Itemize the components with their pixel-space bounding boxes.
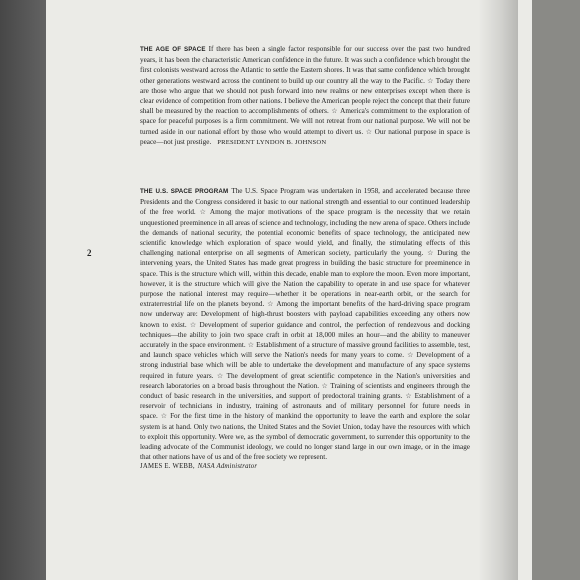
paragraph: Establishment of a structure of massive ground facilities to assemble, test, and launch space vehicles which will serve the Nation's needs for many years to come. xyxy=(140,341,471,360)
star-icon: ☆ xyxy=(425,249,436,258)
paragraph: The development of great scientific competence in the Nation's universities and research laboratories on a broad basis throughout the Nation. xyxy=(140,371,470,390)
signature-title: NASA Administrator xyxy=(197,463,258,471)
paragraph: Training of scientists and engineers through the conduct of basic research in the universities, and support of predoctoral training grants. xyxy=(140,381,470,401)
signature-name: JAMES E. WEBB, xyxy=(140,463,195,471)
section-heading: THE AGE OF SPACE xyxy=(140,46,206,53)
paragraph: If there has been a single factor responsible for our success over the past two hundred years, it has been the characteristic American confidence in the future. It was such a confidence which brought the first colonists westward across the Atlantic to settle the Eastern shores. It was that same confidence which brought other generations westward across the continent to build up our country all the way to the Pacific. xyxy=(140,45,470,85)
paragraph: Among the major motivations of the space program is the necessity that we retain unquestioned preeminence in all areas of science and technology, including the new arena of space. Others include the demands of national security, the potential economic benefits of space technology, the anticipated new scientific knowledge which exploration of space would yield, and finally, the stimulating effects of this challenging national enterprise on all segments of American society, particularly the young. xyxy=(140,208,470,258)
star-icon: ☆ xyxy=(188,320,198,329)
paragraph: Among the important benefits of the hard-driving space program now underway are: Development of high-thrust boosters with payload capabilities exceeding any others now known to exist. xyxy=(140,300,470,329)
paragraph: Development of superior guidance and control, the perfection of rendezvous and docking techniques—the ability to join two space craft in orbit at 18,000 miles an hour—and the ability to maneuver accurately in the space environment. xyxy=(140,320,471,350)
section-heading: THE U.S. SPACE PROGRAM xyxy=(140,188,229,195)
signature xyxy=(140,462,470,472)
star-icon: ☆ xyxy=(406,351,415,360)
star-icon: ☆ xyxy=(426,76,434,85)
star-icon: ☆ xyxy=(404,392,413,401)
paragraph: Development of a strong industrial base which will be able to undertake the development and manufacture of any space systems required in future years. xyxy=(140,351,470,380)
paragraph: For the first time in the history of mankind the opportunity to leave the earth and explore the solar system is at hand. Only two nations, the United States and the Soviet Union, today have the resources with which to exploit this opportunity. Were we, as the symbol of democratic government, to surrender this opportunity to the leading advocate of the Communist ideology, we could no longer stand large in our own image, or in the image that other nations have of us and of the free society we represent. xyxy=(140,412,471,462)
star-icon: ☆ xyxy=(247,341,255,350)
paragraph: Today there are those who argue that we should not push forward into new realms or new enterprises except when there is clear evidence of competition from other nations. I believe the American people reject the concept that their future shall be measured by the reaction to accomplishments of others. xyxy=(140,76,470,116)
paragraph: The U.S. Space Program was undertaken in 1958, and accelerated because three Presidents and the Congress considered it basic to our national strength and essential to our continued leadership of the free world. xyxy=(140,187,470,217)
paragraph: Our national purpose in space is peace—not just prestige. xyxy=(140,127,471,146)
star-icon: ☆ xyxy=(215,371,225,380)
paragraph: Establishment of a reservoir of technicians in industry, training of astronauts and of military personnel for future needs in space. xyxy=(140,392,470,421)
section-age-of-space xyxy=(140,44,470,148)
page-number: 2 xyxy=(87,248,92,258)
paragraph: America's commitment to the exploration of space for peaceful purposes is a firm commitment. We will not retreat from our national purpose. We will not be turned aside in our national effort by those who would attempt to divert us. xyxy=(140,107,471,136)
scan-left-margin xyxy=(0,0,46,580)
star-icon: ☆ xyxy=(330,107,339,116)
section-us-space-program xyxy=(140,186,470,473)
star-icon: ☆ xyxy=(197,208,208,217)
star-icon: ☆ xyxy=(266,300,275,309)
paragraph: During the intervening years, the United States has made great progress in building the basic structure for preeminence in space. This is the structure which will, within this decade, enable man to explore the moon. Even more important, however, it is the structure which will give the Nation the capability to operate in and use space for whatever purpose the national interest may require—whether it be operations in near-earth orbit, or the search for extraterrestrial life on the planets beyond. xyxy=(140,249,470,309)
page-fold-shadow xyxy=(478,0,518,580)
scan-right-margin xyxy=(532,0,580,580)
star-icon: ☆ xyxy=(321,381,329,390)
star-icon: ☆ xyxy=(365,127,373,136)
attribution: PRESIDENT LYNDON B. JOHNSON xyxy=(217,138,327,146)
star-icon: ☆ xyxy=(159,412,169,421)
